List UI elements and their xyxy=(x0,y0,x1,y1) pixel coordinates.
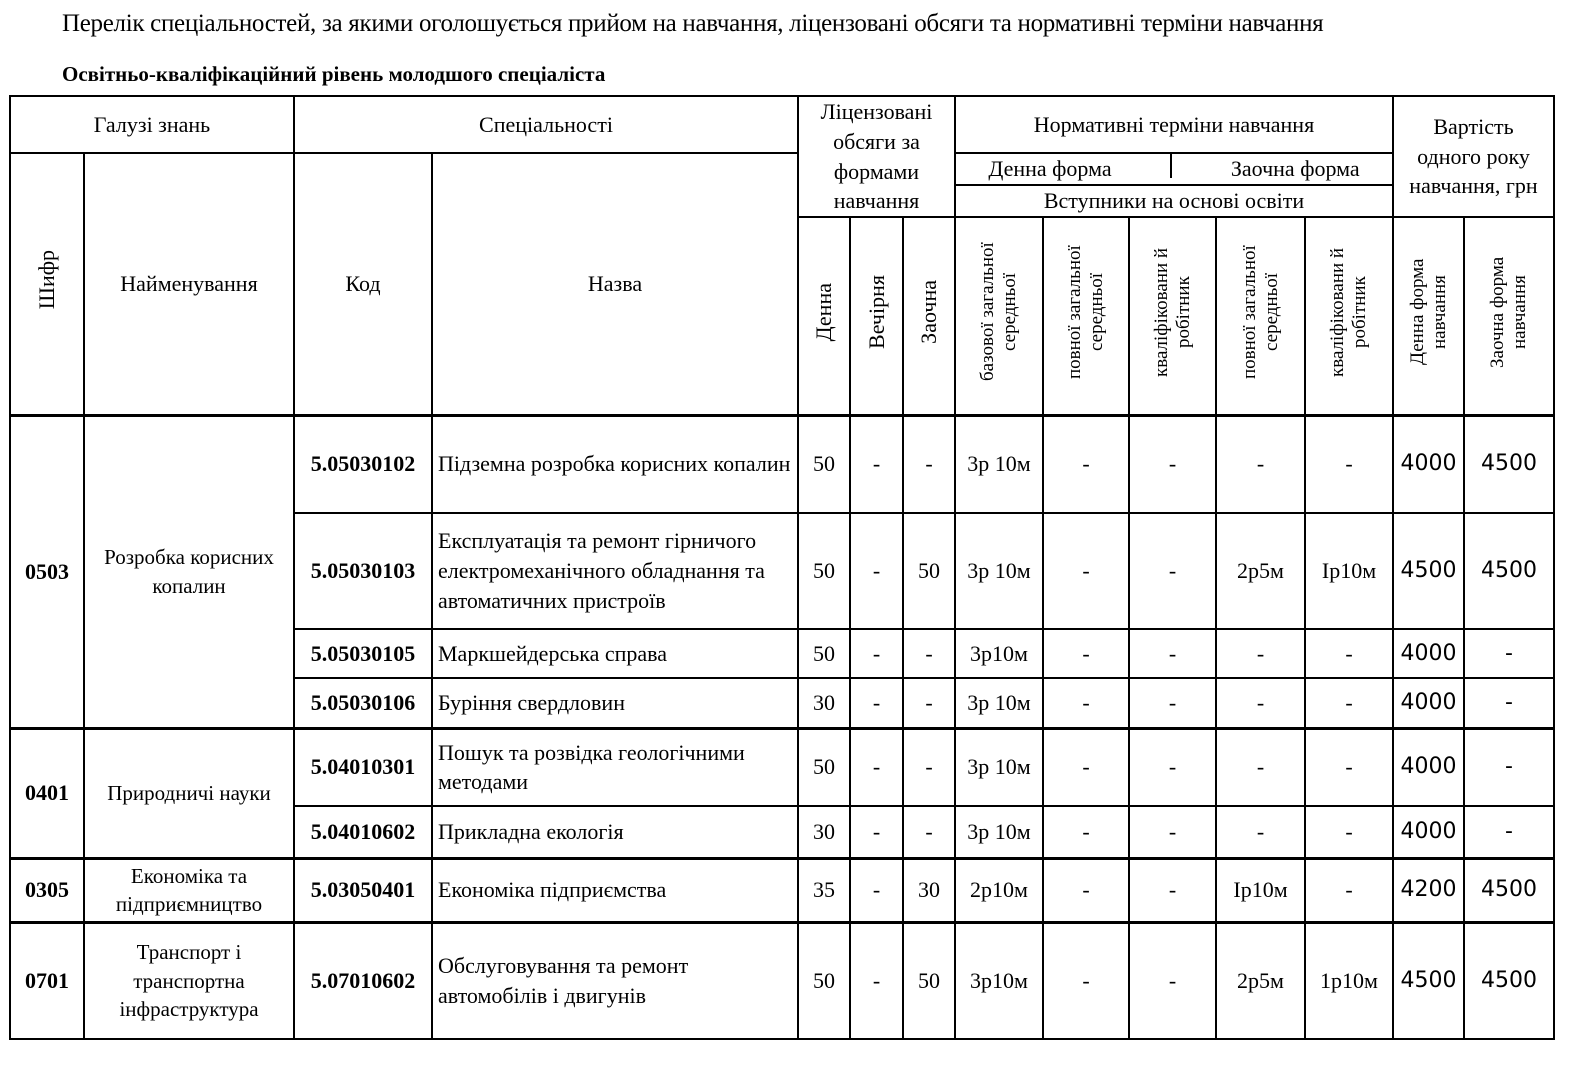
term-bazovoi: 3р 10м xyxy=(955,678,1043,728)
header-vartist: Вартість одного року навчання, грн xyxy=(1393,96,1554,217)
term-povnoi-z: - xyxy=(1216,678,1305,728)
licensed-zaochna: - xyxy=(903,806,955,858)
header-osv-povnoi-z-label: повної загальної середньої xyxy=(1238,245,1282,379)
header-denna-forma: Денна форма xyxy=(988,156,1112,182)
term-povnoi: - xyxy=(1043,513,1129,629)
header-forms xyxy=(955,153,1393,185)
term-kvalif-z: 1р10м xyxy=(1305,922,1393,1039)
table-row xyxy=(10,728,1554,806)
header-vstupnyky: Вступники на основі освіти xyxy=(955,185,1393,217)
term-povnoi-z: 2р5м xyxy=(1216,513,1305,629)
header-lic-zaochna xyxy=(903,217,955,415)
licensed-zaochna: - xyxy=(903,415,955,513)
term-bazovoi: 3р10м xyxy=(955,629,1043,678)
specialty-name: Експлуатація та ремонт гірничого електромеханічного обладнання та автоматичних пристроїв xyxy=(432,513,798,629)
header-lic-zaochna-label: Заочна xyxy=(916,279,942,344)
header-osv-bazovoi-label: базової загальної середньої xyxy=(977,242,1020,382)
price-denna: 4000 xyxy=(1393,806,1464,858)
term-povnoi-z: Ір10м xyxy=(1216,858,1305,922)
header-shifr xyxy=(10,153,84,415)
group-shifr: 0305 xyxy=(10,858,84,922)
table-row xyxy=(10,858,1554,922)
term-kvalif: - xyxy=(1129,415,1216,513)
term-povnoi-z: - xyxy=(1216,728,1305,806)
term-povnoi: - xyxy=(1043,678,1129,728)
price-zaochna: - xyxy=(1464,678,1554,728)
specialty-code: 5.05030106 xyxy=(294,678,432,728)
term-kvalif-z: - xyxy=(1305,728,1393,806)
licensed-denna: 30 xyxy=(798,806,850,858)
table-row xyxy=(10,922,1554,1039)
header-specialnosti: Спеціальності xyxy=(294,96,798,153)
term-povnoi-z: 2р5м xyxy=(1216,922,1305,1039)
specialty-code: 5.07010602 xyxy=(294,922,432,1039)
group-shifr: 0701 xyxy=(10,922,84,1039)
price-denna: 4500 xyxy=(1393,922,1464,1039)
term-kvalif: - xyxy=(1129,922,1216,1039)
licensed-vechirnia: - xyxy=(850,629,903,678)
group-shifr: 0503 xyxy=(10,415,84,728)
licensed-zaochna: - xyxy=(903,629,955,678)
term-kvalif: - xyxy=(1129,678,1216,728)
specialty-name: Підземна розробка корисних копалин xyxy=(432,415,798,513)
licensed-vechirnia: - xyxy=(850,415,903,513)
licensed-vechirnia: - xyxy=(850,728,903,806)
specialty-name: Прикладна екологія xyxy=(432,806,798,858)
term-kvalif-z: - xyxy=(1305,415,1393,513)
term-kvalif-z: Ір10м xyxy=(1305,513,1393,629)
specialty-code: 5.05030103 xyxy=(294,513,432,629)
term-povnoi: - xyxy=(1043,806,1129,858)
licensed-vechirnia: - xyxy=(850,858,903,922)
specialty-code: 5.05030102 xyxy=(294,415,432,513)
licensed-denna: 50 xyxy=(798,728,850,806)
licensed-zaochna: 30 xyxy=(903,858,955,922)
licensed-vechirnia: - xyxy=(850,678,903,728)
header-price-zaochna-label: Заочна форма навчання xyxy=(1487,256,1530,368)
licensed-zaochna: - xyxy=(903,728,955,806)
header-osv-povnoi-label: повної загальної середньої xyxy=(1064,245,1107,379)
price-zaochna: 4500 xyxy=(1464,858,1554,922)
header-price-zaochna xyxy=(1464,217,1554,415)
licensed-vechirnia: - xyxy=(850,806,903,858)
specialty-code: 5.04010301 xyxy=(294,728,432,806)
header-normatyvni: Нормативні терміни навчання xyxy=(955,96,1393,153)
specialty-code: 5.04010602 xyxy=(294,806,432,858)
term-povnoi: - xyxy=(1043,858,1129,922)
price-denna: 4000 xyxy=(1393,415,1464,513)
document-title: Перелік спеціальностей, за якими оголошується прийом на навчання, ліцензовані обсяги та нормативні терміни навчання xyxy=(62,10,1324,37)
term-povnoi-z: - xyxy=(1216,629,1305,678)
term-povnoi-z: - xyxy=(1216,415,1305,513)
price-denna: 4000 xyxy=(1393,629,1464,678)
licensed-vechirnia: - xyxy=(850,513,903,629)
specialty-name: Економіка підприємства xyxy=(432,858,798,922)
price-zaochna: - xyxy=(1464,728,1554,806)
header-osv-bazovoi xyxy=(955,217,1043,415)
group-name: Транспорт і транспортна інфраструктура xyxy=(84,922,294,1039)
header-osv-kvalif-label: кваліфіковани й робітник xyxy=(1150,247,1194,377)
header-forms-divider xyxy=(1170,154,1172,178)
term-kvalif-z: - xyxy=(1305,858,1393,922)
header-osv-kvalif-z-label: кваліфіковани й робітник xyxy=(1327,247,1370,377)
licensed-denna: 50 xyxy=(798,415,850,513)
term-kvalif-z: - xyxy=(1305,678,1393,728)
licensed-denna: 35 xyxy=(798,858,850,922)
licensed-denna: 50 xyxy=(798,629,850,678)
table-row xyxy=(10,415,1554,513)
group-name: Розробка корисних копалин xyxy=(84,415,294,728)
specialty-code: 5.05030105 xyxy=(294,629,432,678)
licensed-vechirnia: - xyxy=(850,922,903,1039)
header-zaochna-forma: Заочна форма xyxy=(1230,156,1360,182)
header-osv-povnoi xyxy=(1043,217,1129,415)
group-name: Природничі науки xyxy=(84,728,294,858)
term-kvalif: - xyxy=(1129,629,1216,678)
header-price-denna xyxy=(1393,217,1464,415)
document-subtitle: Освітньо-кваліфікаційний рівень молодшого спеціаліста xyxy=(62,62,606,86)
header-lic-denna xyxy=(798,217,850,415)
term-povnoi: - xyxy=(1043,728,1129,806)
term-kvalif: - xyxy=(1129,858,1216,922)
specialties-table xyxy=(9,95,1555,1040)
header-galuzi: Галузі знань xyxy=(10,96,294,153)
header-lic-denna-label: Денна xyxy=(811,282,837,342)
licensed-denna: 50 xyxy=(798,513,850,629)
header-osv-kvalif xyxy=(1129,217,1216,415)
price-denna: 4500 xyxy=(1393,513,1464,629)
licensed-zaochna: - xyxy=(903,678,955,728)
specialty-name: Маркшейдерська справа xyxy=(432,629,798,678)
term-povnoi: - xyxy=(1043,629,1129,678)
specialty-code: 5.03050401 xyxy=(294,858,432,922)
price-denna: 4000 xyxy=(1393,678,1464,728)
header-naimenuvannia: Найменування xyxy=(84,153,294,415)
term-bazovoi: 3р10м xyxy=(955,922,1043,1039)
specialty-name: Пошук та розвідка геологічними методами xyxy=(432,728,798,806)
term-bazovoi: 3р 10м xyxy=(955,415,1043,513)
header-nazva: Назва xyxy=(432,153,798,415)
term-kvalif: - xyxy=(1129,513,1216,629)
licensed-denna: 30 xyxy=(798,678,850,728)
group-shifr: 0401 xyxy=(10,728,84,858)
specialty-name: Буріння свердловин xyxy=(432,678,798,728)
term-kvalif: - xyxy=(1129,806,1216,858)
licensed-zaochna: 50 xyxy=(903,922,955,1039)
header-lic-vechirnia-label: Вечірня xyxy=(863,274,889,349)
price-zaochna: - xyxy=(1464,806,1554,858)
term-kvalif-z: - xyxy=(1305,629,1393,678)
header-kod: Код xyxy=(294,153,432,415)
term-kvalif: - xyxy=(1129,728,1216,806)
term-bazovoi: 3р 10м xyxy=(955,728,1043,806)
header-lic-vechirnia xyxy=(850,217,903,415)
price-zaochna: 4500 xyxy=(1464,513,1554,629)
term-bazovoi: 2р10м xyxy=(955,858,1043,922)
licensed-zaochna: 50 xyxy=(903,513,955,629)
term-bazovoi: 3р 10м xyxy=(955,513,1043,629)
specialty-name: Обслуговування та ремонт автомобілів і двигунів xyxy=(432,922,798,1039)
price-zaochna: - xyxy=(1464,629,1554,678)
header-osv-povnoi-z xyxy=(1216,217,1305,415)
price-denna: 4000 xyxy=(1393,728,1464,806)
term-bazovoi: 3р 10м xyxy=(955,806,1043,858)
header-licenzovani: Ліцензовані обсяги за формами навчання xyxy=(798,96,955,217)
price-denna: 4200 xyxy=(1393,858,1464,922)
group-name: Економіка та підприємництво xyxy=(84,858,294,922)
header-osv-kvalif-z xyxy=(1305,217,1393,415)
term-povnoi: - xyxy=(1043,922,1129,1039)
header-price-denna-label: Денна форма навчання xyxy=(1406,258,1450,366)
licensed-denna: 50 xyxy=(798,922,850,1039)
price-zaochna: 4500 xyxy=(1464,415,1554,513)
header-shifr-label: Шифр xyxy=(34,250,60,310)
term-povnoi-z: - xyxy=(1216,806,1305,858)
term-povnoi: - xyxy=(1043,415,1129,513)
price-zaochna: 4500 xyxy=(1464,922,1554,1039)
term-kvalif-z: - xyxy=(1305,806,1393,858)
